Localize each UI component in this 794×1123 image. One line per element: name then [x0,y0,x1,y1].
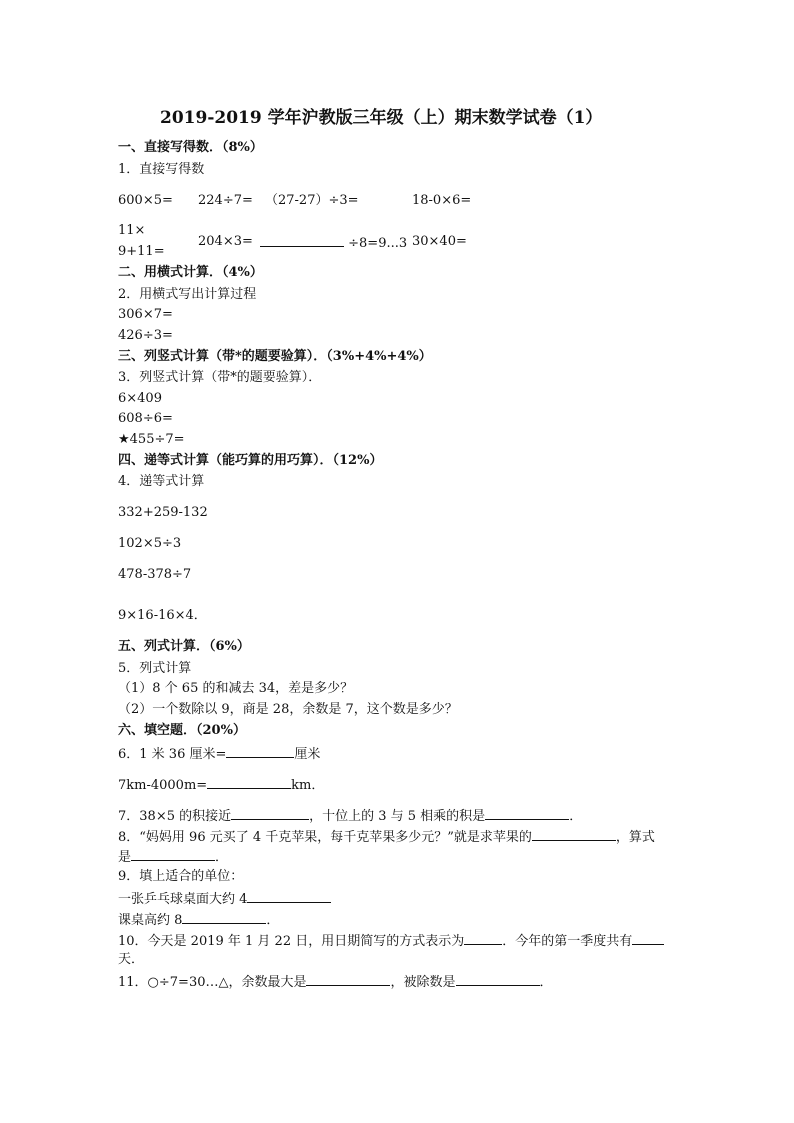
question-2-intro: 2．用横式写出计算过程 [118,287,257,302]
question-item: （2）一个数除以 9，商是 28，余数是 7，这个数是多少？ [118,702,458,717]
answer-blank[interactable] [306,973,390,986]
section-heading-5: 五、列式计算．（6%） [118,639,250,654]
question-5-intro: 5．列式计算 [118,661,192,676]
calc-item: 102×5÷3 [118,536,182,551]
calc-item-fill: ÷8=9...3 [260,234,407,252]
calc-item: 478-378÷7 [118,567,192,582]
calc-item: 9×16-16×4． [118,608,207,623]
section-heading-6: 六、填空题．（20%） [118,723,246,738]
calc-item: 6×409 [118,391,162,406]
calc-item: 11× [118,223,146,238]
question-1-intro: 1．直接写得数 [118,162,205,177]
answer-blank[interactable] [131,848,215,861]
calc-item: 30×40= [412,234,467,249]
question-9a: 一张乒乓球桌面大约 4 [118,890,331,908]
calc-item: 600×5= [118,193,173,208]
answer-blank[interactable] [485,807,569,820]
calc-item: 332+259-132 [118,505,208,520]
calc-item: ★455÷7= [118,432,185,447]
calc-item: （27-27）÷3= [265,193,359,208]
answer-blank[interactable] [231,807,309,820]
question-8-cont: 是 ． [118,850,229,865]
calc-item: 18-0×6= [412,193,472,208]
question-4-intro: 4．递等式计算 [118,474,205,489]
calc-item: 224÷7= [198,193,253,208]
question-3-intro: 3．列竖式计算（带*的题要验算）． [118,370,322,385]
answer-blank[interactable] [456,973,540,986]
question-9b: 课桌高约 8 ． [118,913,280,928]
answer-blank[interactable] [532,828,616,841]
question-10-cont: 天． [118,952,145,967]
question-6a: 6．1 米 36 厘米= 厘米 [118,747,321,762]
calc-item: 9+11= [118,244,165,259]
question-7: 7．38×5 的积接近 ，十位上的 3 与 5 相乘的积是 ． [118,809,583,824]
answer-blank[interactable] [464,932,502,945]
question-8: 8．“妈妈用 96 元买了 4 千克苹果，每千克苹果多少元？”就是求苹果的 ，算式 [118,830,655,845]
section-heading-3: 三、列竖式计算（带*的题要验算）．（3%+4%+4%） [118,349,432,364]
answer-blank[interactable] [632,932,664,945]
answer-blank[interactable] [207,776,291,789]
answer-blank[interactable] [260,234,344,247]
section-heading-2: 二、用横式计算．（4%） [118,265,263,280]
question-item: （1）8 个 65 的和减去 34，差是多少？ [118,681,354,696]
section-heading-1: 一、直接写得数．（8%） [118,140,263,155]
calc-item: 204×3= [198,234,253,249]
answer-blank[interactable] [226,745,294,758]
question-6b: 7km-4000m= km． [118,778,325,793]
answer-blank[interactable] [247,890,331,903]
calc-item: 306×7= [118,307,173,322]
calc-item: 608÷6= [118,411,173,426]
page-title: 2019-2019 学年沪教版三年级（上）期末数学试卷（1） [160,108,603,128]
question-9: 9．填上适合的单位： [118,869,244,884]
answer-blank[interactable] [182,911,266,924]
section-heading-4: 四、递等式计算（能巧算的用巧算）．（12%） [118,453,383,468]
question-10: 10．今天是 2019 年 1 月 22 日，用日期简写的方式表示为 ．今年的第一季度共有 [118,932,664,950]
calc-item: 426÷3= [118,328,173,343]
question-11: 11．○÷7=30…△，余数最大是 ，被除数是 ． [118,975,553,990]
